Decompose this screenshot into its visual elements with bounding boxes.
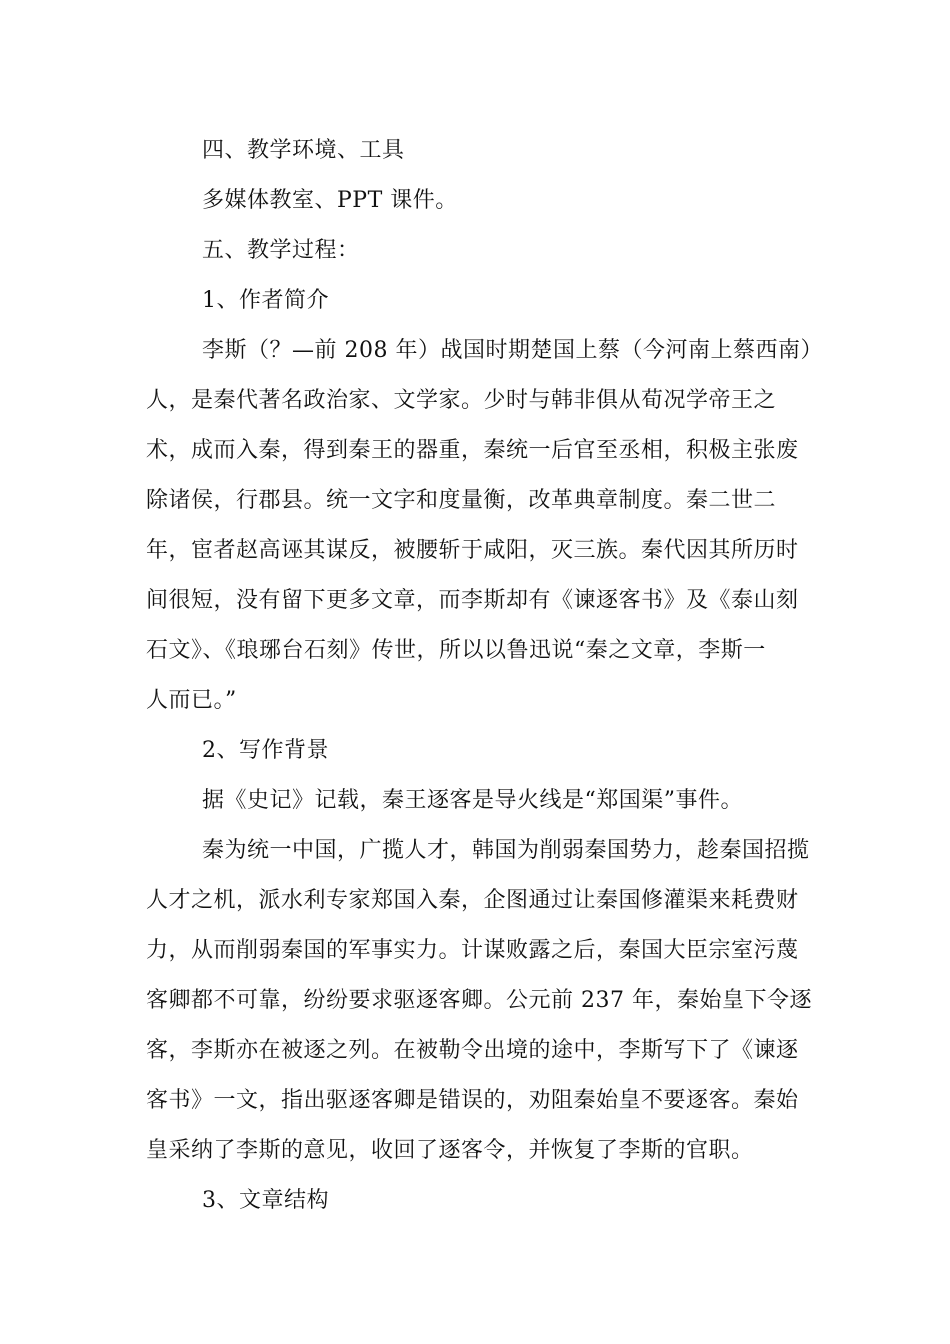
paragraph-line: 人而已。”	[146, 688, 237, 713]
heading-writing-background: 2、写作背景	[202, 738, 329, 763]
paragraph-line: 间很短，没有留下更多文章，而李斯却有《谏逐客书》及《泰山刻	[146, 588, 799, 613]
paragraph-line: 人，是秦代著名政治家、文学家。少时与韩非俱从荀况学帝王之	[146, 388, 777, 413]
paragraph-multimedia: 多媒体教室、PPT 课件。	[202, 188, 458, 213]
paragraph-line: 力，从而削弱秦国的军事实力。计谋败露之后，秦国大臣宗室污蔑	[146, 938, 799, 963]
paragraph-line: 人才之机，派水利专家郑国入秦，企图通过让秦国修灌渠来耗费财	[146, 888, 799, 913]
paragraph-line: 皇采纳了李斯的意见，收回了逐客令，并恢复了李斯的官职。	[146, 1138, 754, 1163]
paragraph-line: 秦为统一中国，广揽人才，韩国为削弱秦国势力，趁秦国招揽	[202, 838, 810, 863]
paragraph-line: 客，李斯亦在被逐之列。在被勒令出境的途中，李斯写下了《谏逐	[146, 1038, 799, 1063]
paragraph-line: 术，成而入秦，得到秦王的器重，秦统一后官至丞相，积极主张废	[146, 438, 799, 463]
paragraph-line: 客书》一文，指出驱逐客卿是错误的，劝阻秦始皇不要逐客。秦始	[146, 1088, 799, 1113]
paragraph-line: 据《史记》记载，秦王逐客是导火线是“郑国渠”事件。	[202, 788, 743, 813]
heading-teaching-process: 五、教学过程：	[202, 238, 360, 263]
paragraph-line: 李斯（？—前 208 年）战国时期楚国上蔡（今河南上蔡西南）	[202, 338, 823, 363]
heading-article-structure: 3、文章结构	[202, 1188, 329, 1213]
paragraph-line: 除诸侯，行郡县。统一文字和度量衡，改革典章制度。秦二世二	[146, 488, 777, 513]
heading-author-intro: 1、作者简介	[202, 288, 329, 313]
paragraph-line: 石文》、《琅琊台石刻》传世，所以以鲁迅说“秦之文章，李斯一	[146, 638, 766, 663]
paragraph-line: 客卿都不可靠，纷纷要求驱逐客卿。公元前 237 年，秦始皇下令逐	[146, 988, 812, 1013]
paragraph-line: 年，宦者赵高诬其谋反，被腰斩于咸阳，灭三族。秦代因其所历时	[146, 538, 799, 563]
heading-teaching-environment: 四、教学环境、工具	[202, 138, 405, 163]
